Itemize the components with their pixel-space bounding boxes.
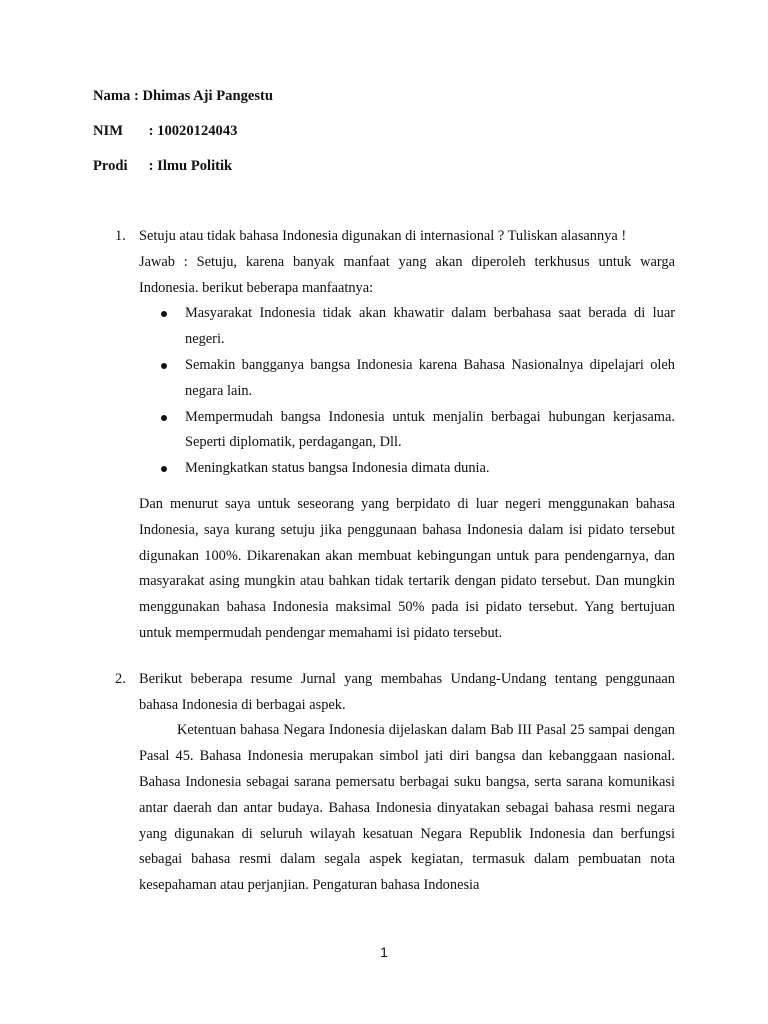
question-item-2 [115,667,675,899]
answer-intro: Jawab : Setuju, karena banyak manfaat yang akan diperoleh terkhusus untuk warga Indonesia. berikut beberapa manfaatnya: [139,253,675,296]
question-text: Berikut beberapa resume Jurnal yang membahas Undang-Undang tentang penggunaan bahasa Indonesia di berbagai aspek. [139,670,675,713]
bullet-icon [161,466,167,472]
bullet-icon [161,311,167,317]
name-value: : Dhimas Aji Pangestu [133,88,274,104]
item-number: 2. [115,670,126,687]
list-item [139,353,675,405]
nim-label: NIM [93,123,123,139]
answer-paragraph: Dan menurut saya untuk seseorang yang berpidato di luar negeri menggunakan bahasa Indonesia, saya kurang setuju jika penggunaan bahasa Indonesia dalam isi pidato tersebut digunakan 100%. Dikarenakan akan membuat kebingungan untuk para pendengarnya, dan masyarakat asing mungkin atau bahkan tidak tertarik dengan pidato tersebut. Dan mungkin menggunakan bahasa Indonesia maksimal 50% pada isi pidato tersebut. Yang bertujuan untuk mempermudah pendengar memahami isi pidato tersebut. [139,495,675,641]
resume-paragraph: Ketentuan bahasa Negara Indonesia dijelaskan dalam Bab III Pasal 25 sampai dengan Pasal 45. Bahasa Indonesia merupakan simbol jati diri bangsa dan kebanggaan nasional. Bahasa Indonesia sebagai sarana pemersatu berbagai suku bangsa, serta sarana komunikasi antar daerah dan antar budaya. Bahasa Indonesia dinyatakan sebagai bahasa resmi negara yang digunakan di seluruh wilayah kesatuan Negara Republik Indonesia dan berfungsi sebagai bahasa resmi dalam segala aspek kegiatan, termasuk dalam pembuatan nota kesepahaman atau perjanjian. Pengaturan bahasa Indonesia [139,722,675,894]
list-item-text: Mempermudah bangsa Indonesia untuk menjalin berbagai hubungan kerjasama. Seperti diplomatik, perdagangan, Dll. [185,408,675,451]
list-item [139,456,675,482]
nim-value: : 10020124043 [148,123,238,139]
prodi-value: : Ilmu Politik [148,158,233,174]
nim-line [93,121,273,156]
prodi-line [93,156,273,191]
question-text: Setuju atau tidak bahasa Indonesia digunakan di internasional ? Tuliskan alasannya ! [139,228,627,244]
prodi-label: Prodi [93,158,128,174]
name-line [93,86,273,121]
student-info [93,86,273,191]
page-number: 1 [380,944,388,960]
item-number: 1. [115,228,126,244]
name-label: Nama [93,88,131,104]
benefit-list [139,301,675,482]
question-item-1 [115,224,675,647]
bullet-icon [161,363,167,369]
list-item-text: Semakin bangganya bangsa Indonesia karena Bahasa Nasionalnya dipelajari oleh negara lain. [185,356,675,399]
list-item-text: Meningkatkan status bangsa Indonesia dimata dunia. [185,460,490,477]
document-body [115,224,675,899]
bullet-icon [161,415,167,421]
list-item-text: Masyarakat Indonesia tidak akan khawatir dalam berbahasa saat berada di luar negeri. [185,305,675,348]
list-item [139,405,675,457]
list-item [139,301,675,353]
